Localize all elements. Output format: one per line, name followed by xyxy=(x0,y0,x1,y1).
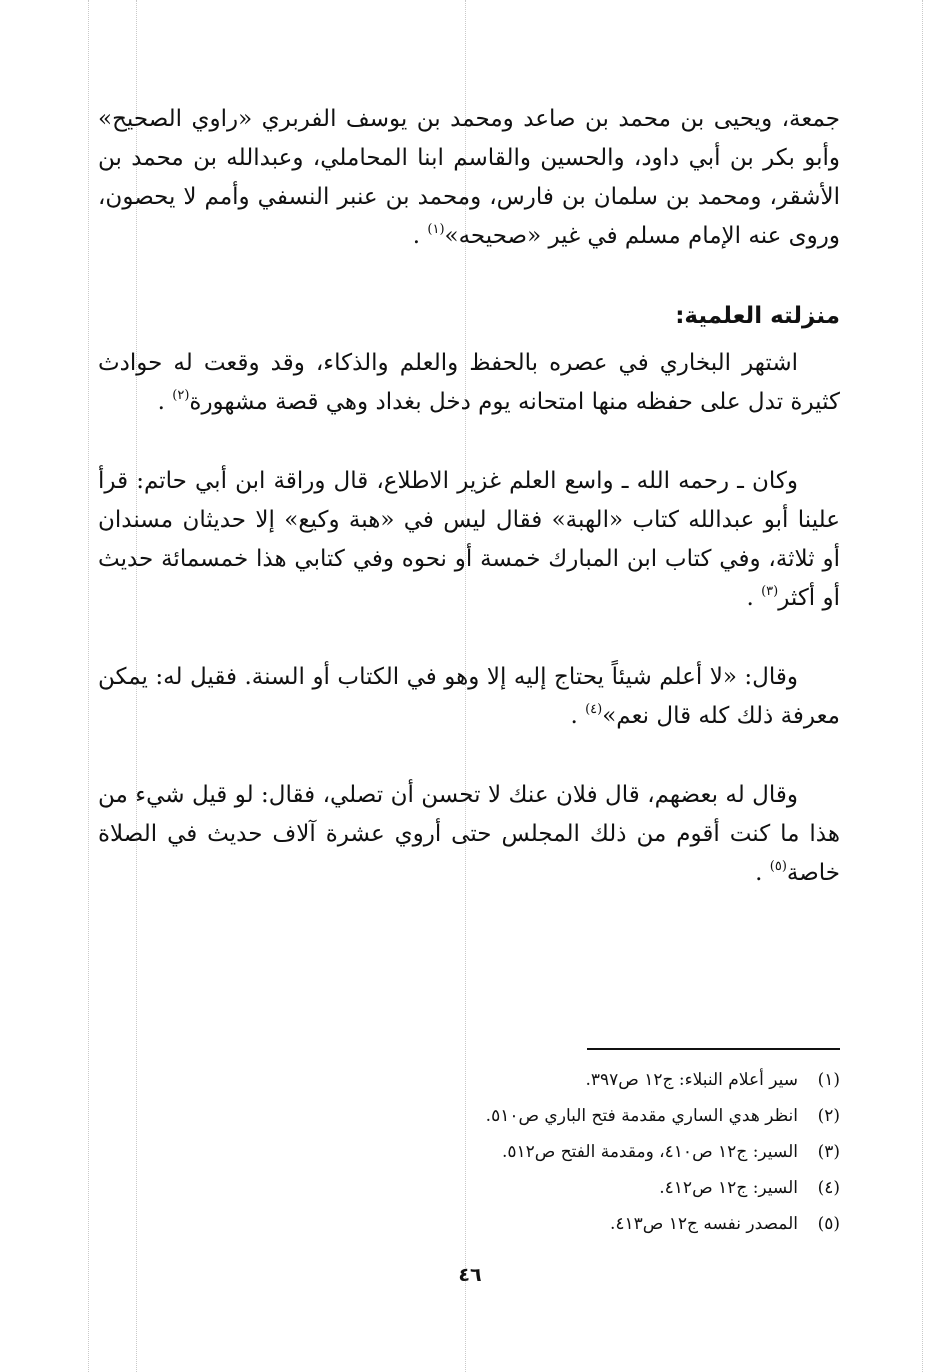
paragraph-narrators xyxy=(98,100,840,256)
footnote-number: (٢) xyxy=(817,1106,840,1126)
section-heading: منزلته العلمية: xyxy=(675,303,840,329)
footnote-item xyxy=(98,1170,840,1206)
footnote-ref[interactable]: (٤) xyxy=(585,702,603,717)
footnote-ref[interactable]: (٣) xyxy=(761,584,779,599)
period: . xyxy=(755,860,763,886)
scan-guide-line xyxy=(88,0,89,1372)
paragraph-knowledge xyxy=(98,462,840,618)
paragraph-text: وكان ـ رحمه الله ـ واسع العلم غزير الاطلاع، قال وراقة ابن أبي حاتم: قرأ علينا أبو عبدالله كتاب «الهبة» فقال ليس في «هبة وكيع» إلا حديثان مسندان أو ثلاثة، وفي كتاب ابن المبارك خمسة أو نحوه وفي كتابي هذا خمسمائة حديث أو أكثر xyxy=(98,468,840,611)
footnote-ref[interactable]: (٢) xyxy=(172,388,190,403)
footnote-divider xyxy=(587,1048,840,1050)
period: . xyxy=(746,585,754,611)
paragraph-text: وقال: «لا أعلم شيئاً يحتاج إليه إلا وهو في الكتاب أو السنة. فقيل له: يمكن معرفة ذلك كله قال نعم» xyxy=(98,664,840,729)
footnote-text: انظر هدي الساري مقدمة فتح الباري ص٥١٠. xyxy=(485,1106,798,1126)
footnote-item xyxy=(98,1098,840,1134)
footnote-item xyxy=(98,1206,840,1242)
paragraph-text: جمعة، ويحيى بن محمد بن صاعد ومحمد بن يوسف الفربري «راوي الصحيح» وأبو بكر بن أبي داود، والحسين والقاسم ابنا المحاملي، وعبدالله بن محمد بن الأشقر، ومحمد بن سلمان بن فارس، ومحمد بن عنبر النسفي وأمم لا يحصون، وروى عنه الإمام مسلم في غير «صحيحه» xyxy=(98,106,840,249)
period: . xyxy=(157,389,165,415)
period: . xyxy=(412,223,421,249)
paragraph-quote xyxy=(98,658,840,736)
footnote-text: السير: ج١٢ ص٤١٠، ومقدمة الفتح ص٥١٢. xyxy=(501,1142,798,1162)
period: . xyxy=(570,703,578,729)
page-body xyxy=(98,100,840,893)
paragraph-prayer xyxy=(98,776,840,893)
footnote-item xyxy=(98,1062,840,1098)
footnote-ref[interactable]: (٥) xyxy=(769,859,787,874)
paragraph-fame xyxy=(98,344,840,422)
footnote-number: (٤) xyxy=(817,1178,840,1198)
footnote-number: (٥) xyxy=(817,1214,840,1234)
footnote-number: (٣) xyxy=(817,1142,840,1162)
scan-guide-line xyxy=(922,0,923,1372)
footnote-item xyxy=(98,1134,840,1170)
paragraph-text: وقال له بعضهم، قال فلان عنك لا تحسن أن تصلي، فقال: لو قيل شيء من هذا ما كنت أقوم من ذلك المجلس حتى أروي عشرة آلاف حديث في الصلاة خاصة xyxy=(98,782,840,886)
footnote-text: المصدر نفسه ج١٢ ص٤١٣. xyxy=(609,1214,798,1234)
footnotes-list xyxy=(98,1062,840,1242)
page-number: ٤٦ xyxy=(458,1264,482,1286)
footnote-ref[interactable]: (١) xyxy=(427,222,445,237)
footnote-text: سير أعلام النبلاء: ج١٢ ص٣٩٧. xyxy=(585,1070,798,1090)
paragraph-text: اشتهر البخاري في عصره بالحفظ والعلم والذكاء، وقد وقعت له حوادث كثيرة تدل على حفظه منها امتحانه يوم دخل بغداد وهي قصة مشهورة xyxy=(98,350,840,415)
footnote-text: السير: ج١٢ ص٤١٢. xyxy=(659,1178,798,1198)
footnote-number: (١) xyxy=(817,1070,840,1090)
